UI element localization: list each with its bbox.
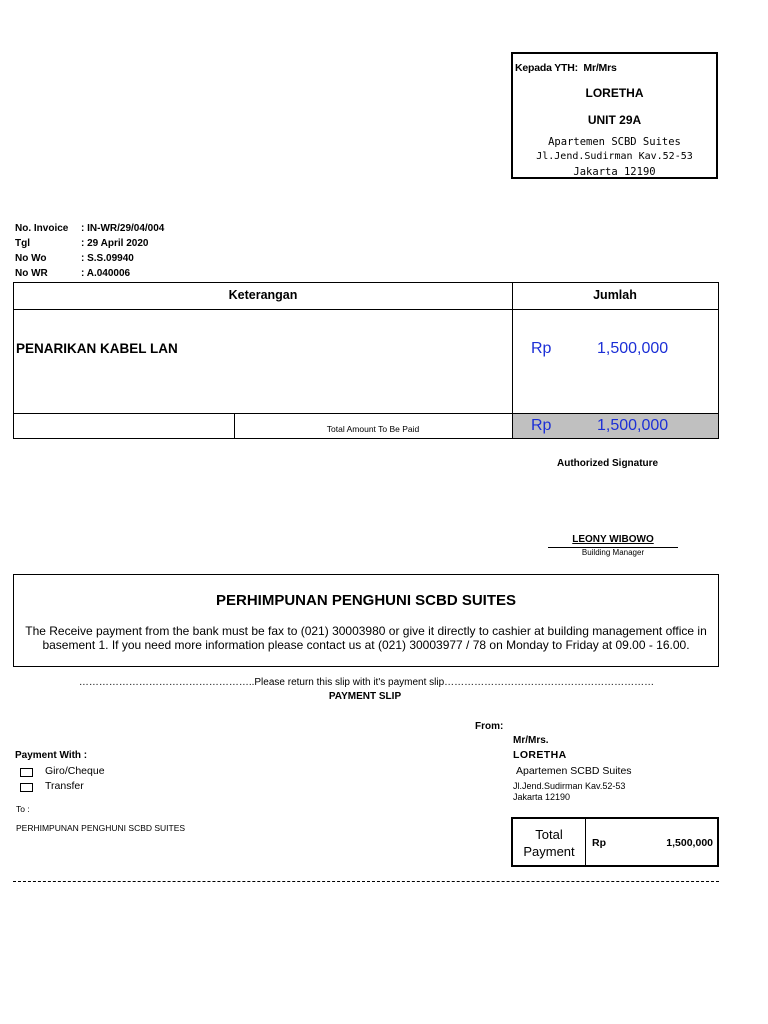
header-divider: [14, 309, 718, 310]
to-value: PERHIMPUNAN PENGHUNI SCBD SUITES: [16, 823, 186, 833]
invoice-number-label: No. Invoice: [15, 223, 69, 234]
to-label: To :: [16, 804, 30, 814]
signatory-name: LEONY WIBOWO: [572, 534, 654, 545]
total-label: Total Amount To Be Paid: [326, 424, 420, 434]
invoice-number-value: : IN-WR/29/04/004: [81, 223, 165, 234]
recipient-salutation: Mr/Mrs: [583, 62, 617, 74]
transfer-checkbox[interactable]: [20, 783, 33, 792]
work-order-value: : S.S.09940: [81, 253, 134, 264]
payment-with-label: Payment With :: [15, 750, 88, 761]
from-address-line3: Jakarta 12190: [513, 792, 571, 802]
recipient-box: [511, 52, 718, 179]
giro-cheque-label: Giro/Cheque: [45, 765, 105, 777]
invoice-date-row: [15, 238, 148, 249]
signatory-title: Building Manager: [581, 548, 645, 557]
total-payment-currency: Rp: [592, 837, 606, 849]
total-payment-amount: 1,500,000: [666, 837, 713, 849]
giro-cheque-checkbox[interactable]: [20, 768, 33, 777]
total-row-divider: [14, 413, 718, 414]
item-description: PENARIKAN KABEL LAN: [16, 341, 178, 356]
invoice-date-label: Tgl: [15, 238, 30, 249]
recipient-address-line1: Apartemen SCBD Suites: [548, 136, 681, 148]
from-name: LORETHA: [513, 749, 567, 761]
recipient-label-line: [515, 62, 617, 74]
authorized-signature-label: Authorized Signature: [557, 458, 659, 469]
transfer-label: Transfer: [45, 780, 84, 792]
from-label: From:: [475, 721, 504, 732]
notice-box: [13, 574, 719, 667]
total-payment-divider: [585, 819, 586, 865]
invoice-table: [13, 282, 719, 439]
work-request-row: [15, 268, 130, 279]
column-divider: [512, 283, 513, 438]
total-payment-label-line2: Payment: [523, 844, 575, 859]
total-currency: Rp: [531, 417, 552, 434]
invoice-date-value: : 29 April 2020: [81, 238, 149, 249]
total-payment-box: [511, 817, 719, 867]
from-address-line2: Jl.Jend.Sudirman Kav.52-53: [513, 781, 626, 791]
notice-text: The Receive payment from the bank must be fax to (021) 30003980 or give it directly to cashier at building management office in basement 1. If you need more information please contact us at (021) 30003977 / 78 on Monday to Friday at 09.00 - 16.00.: [25, 624, 707, 652]
notice-title: PERHIMPUNAN PENGHUNI SCBD SUITES: [215, 592, 517, 609]
item-amount: 1,500,000: [597, 340, 669, 357]
recipient-address-line2: Jl.Jend.Sudirman Kav.52-53: [536, 151, 693, 162]
work-order-row: [15, 253, 134, 264]
recipient-name: LORETHA: [585, 86, 644, 100]
invoice-number-row: [15, 223, 164, 234]
from-salutation: Mr/Mrs.: [513, 735, 549, 746]
recipient-address-line3: Jakarta 12190: [573, 166, 656, 178]
total-payment-label-line1: Total: [535, 827, 563, 842]
total-amount: 1,500,000: [597, 417, 669, 434]
work-request-label: No WR: [15, 268, 48, 279]
recipient-label: Kepada YTH:: [515, 62, 578, 74]
header-keterangan: Keterangan: [228, 288, 298, 302]
item-currency: Rp: [531, 340, 552, 357]
cut-line: [13, 881, 719, 882]
recipient-unit: UNIT 29A: [587, 113, 642, 127]
work-request-value: : A.040006: [81, 268, 131, 279]
payment-slip-title: PAYMENT SLIP: [328, 691, 402, 702]
return-slip-note: ……………………………………………..Please return this slip with it's payment slip………………………………………………………: [78, 677, 655, 688]
header-jumlah: Jumlah: [593, 288, 637, 302]
from-address-line1: Apartemen SCBD Suites: [516, 765, 632, 777]
work-order-label: No Wo: [15, 253, 47, 264]
